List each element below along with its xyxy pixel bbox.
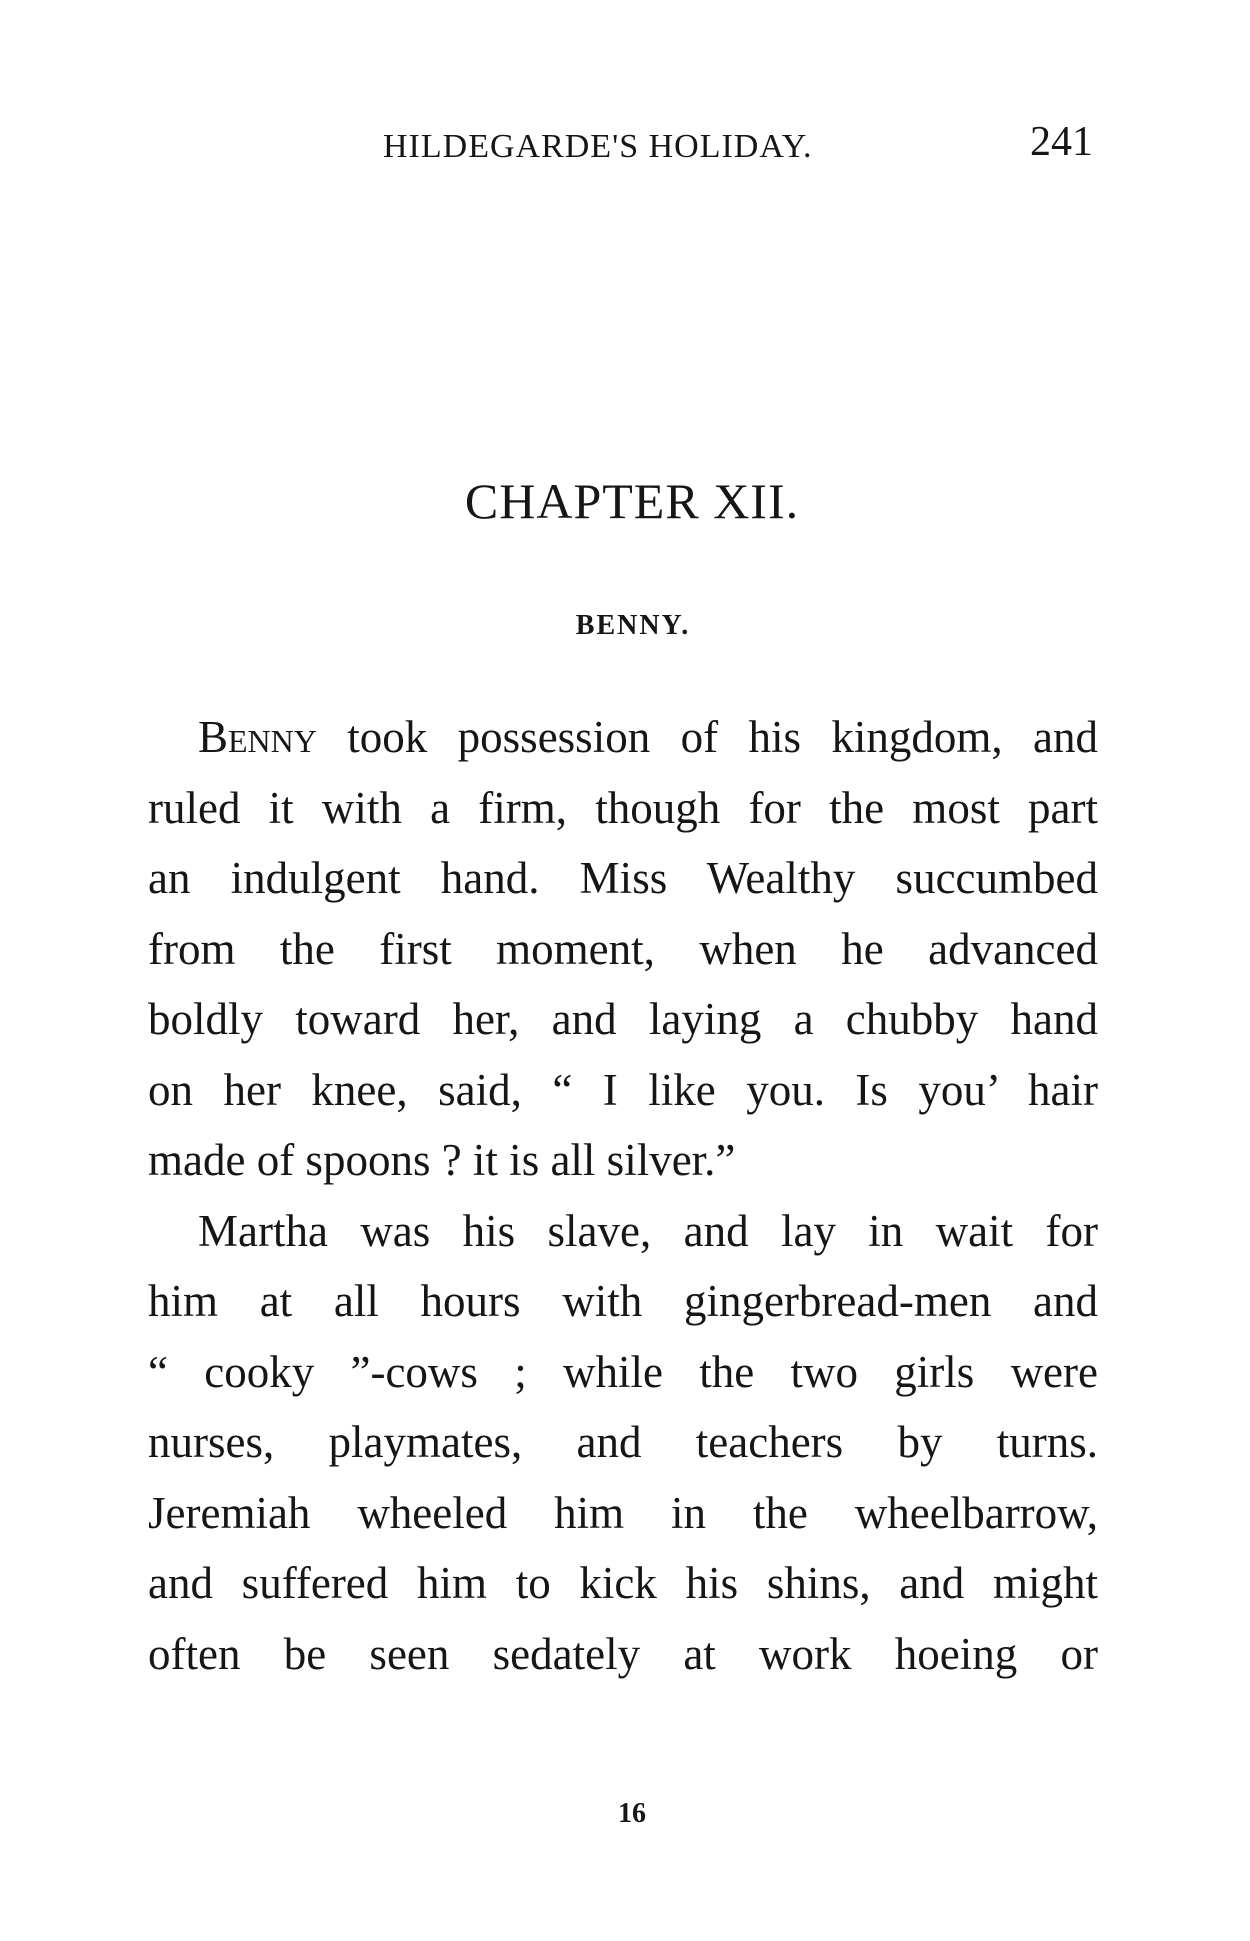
- text-line: boldly toward her, and laying a chubby hand: [148, 994, 1098, 1044]
- text-line: nurses, playmates, and teachers by turns.: [148, 1417, 1098, 1467]
- text-line: on her knee, said, “ I like you. Is you’ hair: [148, 1064, 1098, 1115]
- text-line: made of spoons ? it is all silver.”: [148, 1135, 736, 1185]
- body-text: [148, 702, 1098, 1689]
- chapter-title: CHAPTER XII.: [464, 473, 800, 529]
- chapter-subtitle: BENNY.: [575, 610, 691, 641]
- text-line: “ cooky ”-cows ; while the two girls were: [148, 1346, 1098, 1397]
- paragraph-1: [148, 702, 1098, 1196]
- signature-mark: 16: [618, 1798, 646, 1829]
- text-line: an indulgent hand. Miss Wealthy succumbed: [148, 853, 1098, 903]
- page-number: 241: [1030, 119, 1093, 165]
- text-line: Martha was his slave, and lay in wait for: [198, 1205, 1098, 1256]
- text-line: from the first moment, when he advanced: [148, 923, 1098, 974]
- running-head: HILDEGARDE'S HOLIDAY.: [383, 128, 813, 165]
- text-line: him at all hours with gingerbread-men and: [148, 1276, 1098, 1326]
- lead-small-caps: Benny: [198, 712, 317, 762]
- text-line: often be seen sedately at work hoeing or: [148, 1628, 1098, 1679]
- text-line: ruled it with a firm, though for the most part: [148, 782, 1098, 833]
- paragraph-2: [148, 1196, 1098, 1690]
- text-line: Jeremiah wheeled him in the wheelbarrow,: [148, 1487, 1098, 1538]
- text-line: Benny took possession of his kingdom, and: [198, 712, 1098, 762]
- text-line: and suffered him to kick his shins, and might: [148, 1558, 1098, 1608]
